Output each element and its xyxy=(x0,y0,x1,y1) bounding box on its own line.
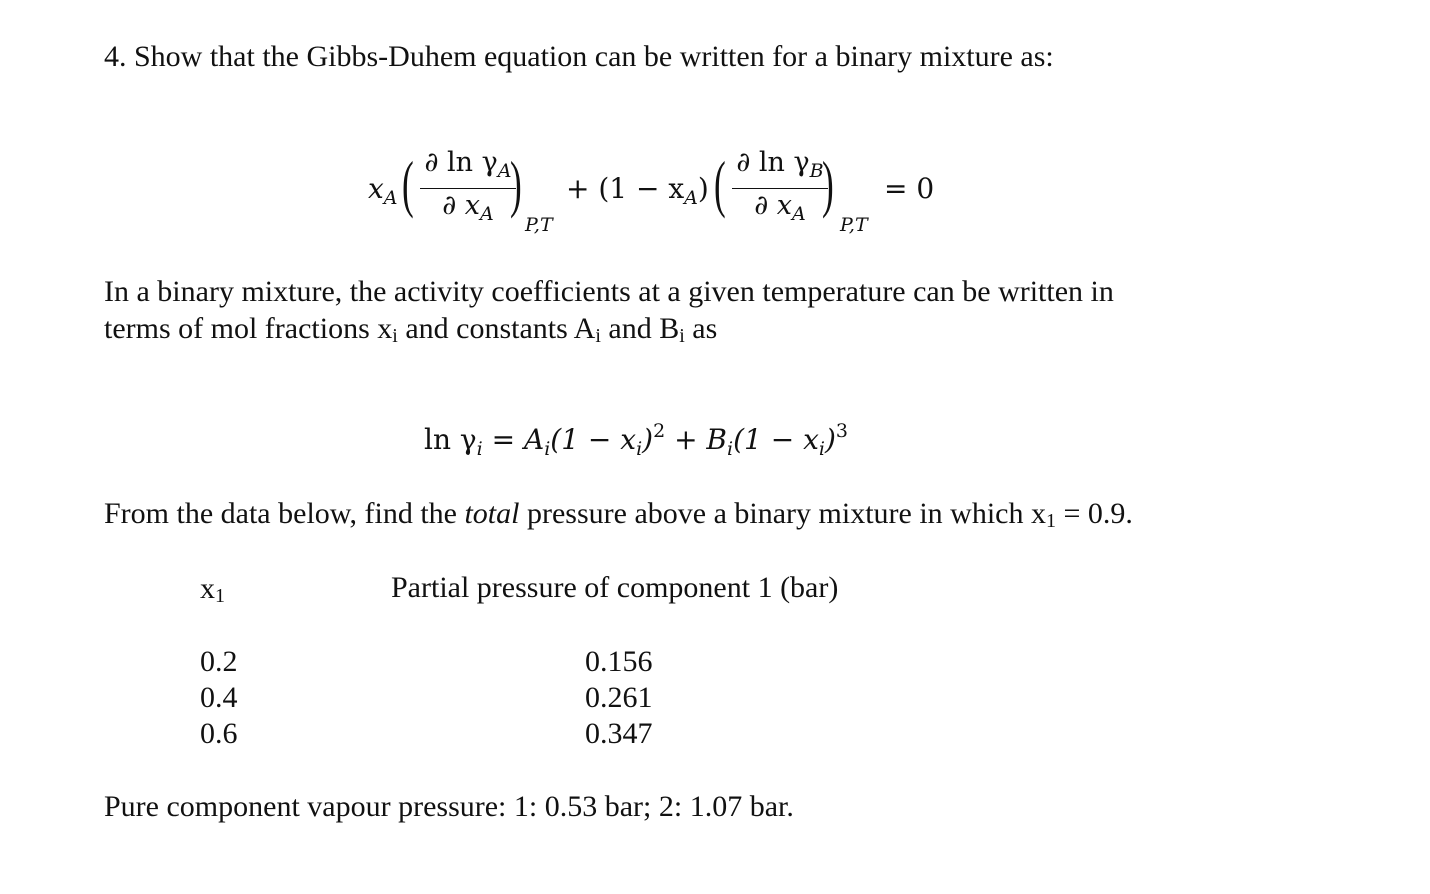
table-cell-pressure: 0.261 xyxy=(585,681,653,714)
pure-component-vapour-pressure: Pure component vapour pressure: 1: 0.53 bar; 2: 1.07 bar. xyxy=(104,790,794,823)
eq1-rhs: = 0 xyxy=(884,172,935,205)
eq1-right-paren-2: ) xyxy=(822,148,834,219)
eq1-right-paren-1: ) xyxy=(510,148,522,219)
table-header-x1: x1 xyxy=(200,572,225,607)
table-cell-x1: 0.6 xyxy=(200,717,238,750)
question-heading: 4. Show that the Gibbs-Duhem equation can be written for a binary mixture as: xyxy=(104,40,1054,73)
paragraph-2: From the data below, find the total pressure above a binary mixture in which x1 = 0.9. xyxy=(104,497,1133,532)
eq1-left-paren-2: ( xyxy=(714,148,726,219)
eq1-middle-term: + $(1 - x_A)$ xyxy=(566,172,709,209)
eq1-subscript-pt-2: P,T xyxy=(840,214,868,236)
table-cell-pressure: 0.347 xyxy=(585,717,653,750)
paragraph-1-line-2: terms of mol fractions xi and constants Ai and Bi as xyxy=(104,312,718,347)
eq1-fraction-2: ∂ $\ln \gamma_B$ ∂ $x_A$ xyxy=(730,146,830,231)
table-cell-x1: 0.2 xyxy=(200,645,238,678)
paragraph-1-line-1: In a binary mixture, the activity coefficients at a given temperature can be written in xyxy=(104,275,1114,308)
eq1-coefficient: $x_A$ xyxy=(368,172,398,209)
eq1-left-paren-1: ( xyxy=(402,148,414,219)
table-cell-pressure: 0.156 xyxy=(585,645,653,678)
eq1-fraction-1: ∂ $\ln \gamma_A$ ∂ $x_A$ xyxy=(418,146,518,231)
activity-coefficient-equation: $\ln \gamma_i = A_i(1 - x_i)^2 + B_i(1 - x_i)^3$ xyxy=(424,420,848,460)
eq1-subscript-pt-1: P,T xyxy=(525,214,553,236)
table-cell-x1: 0.4 xyxy=(200,681,238,714)
table-header-partial-pressure: Partial pressure of component 1 (bar) xyxy=(391,571,839,604)
